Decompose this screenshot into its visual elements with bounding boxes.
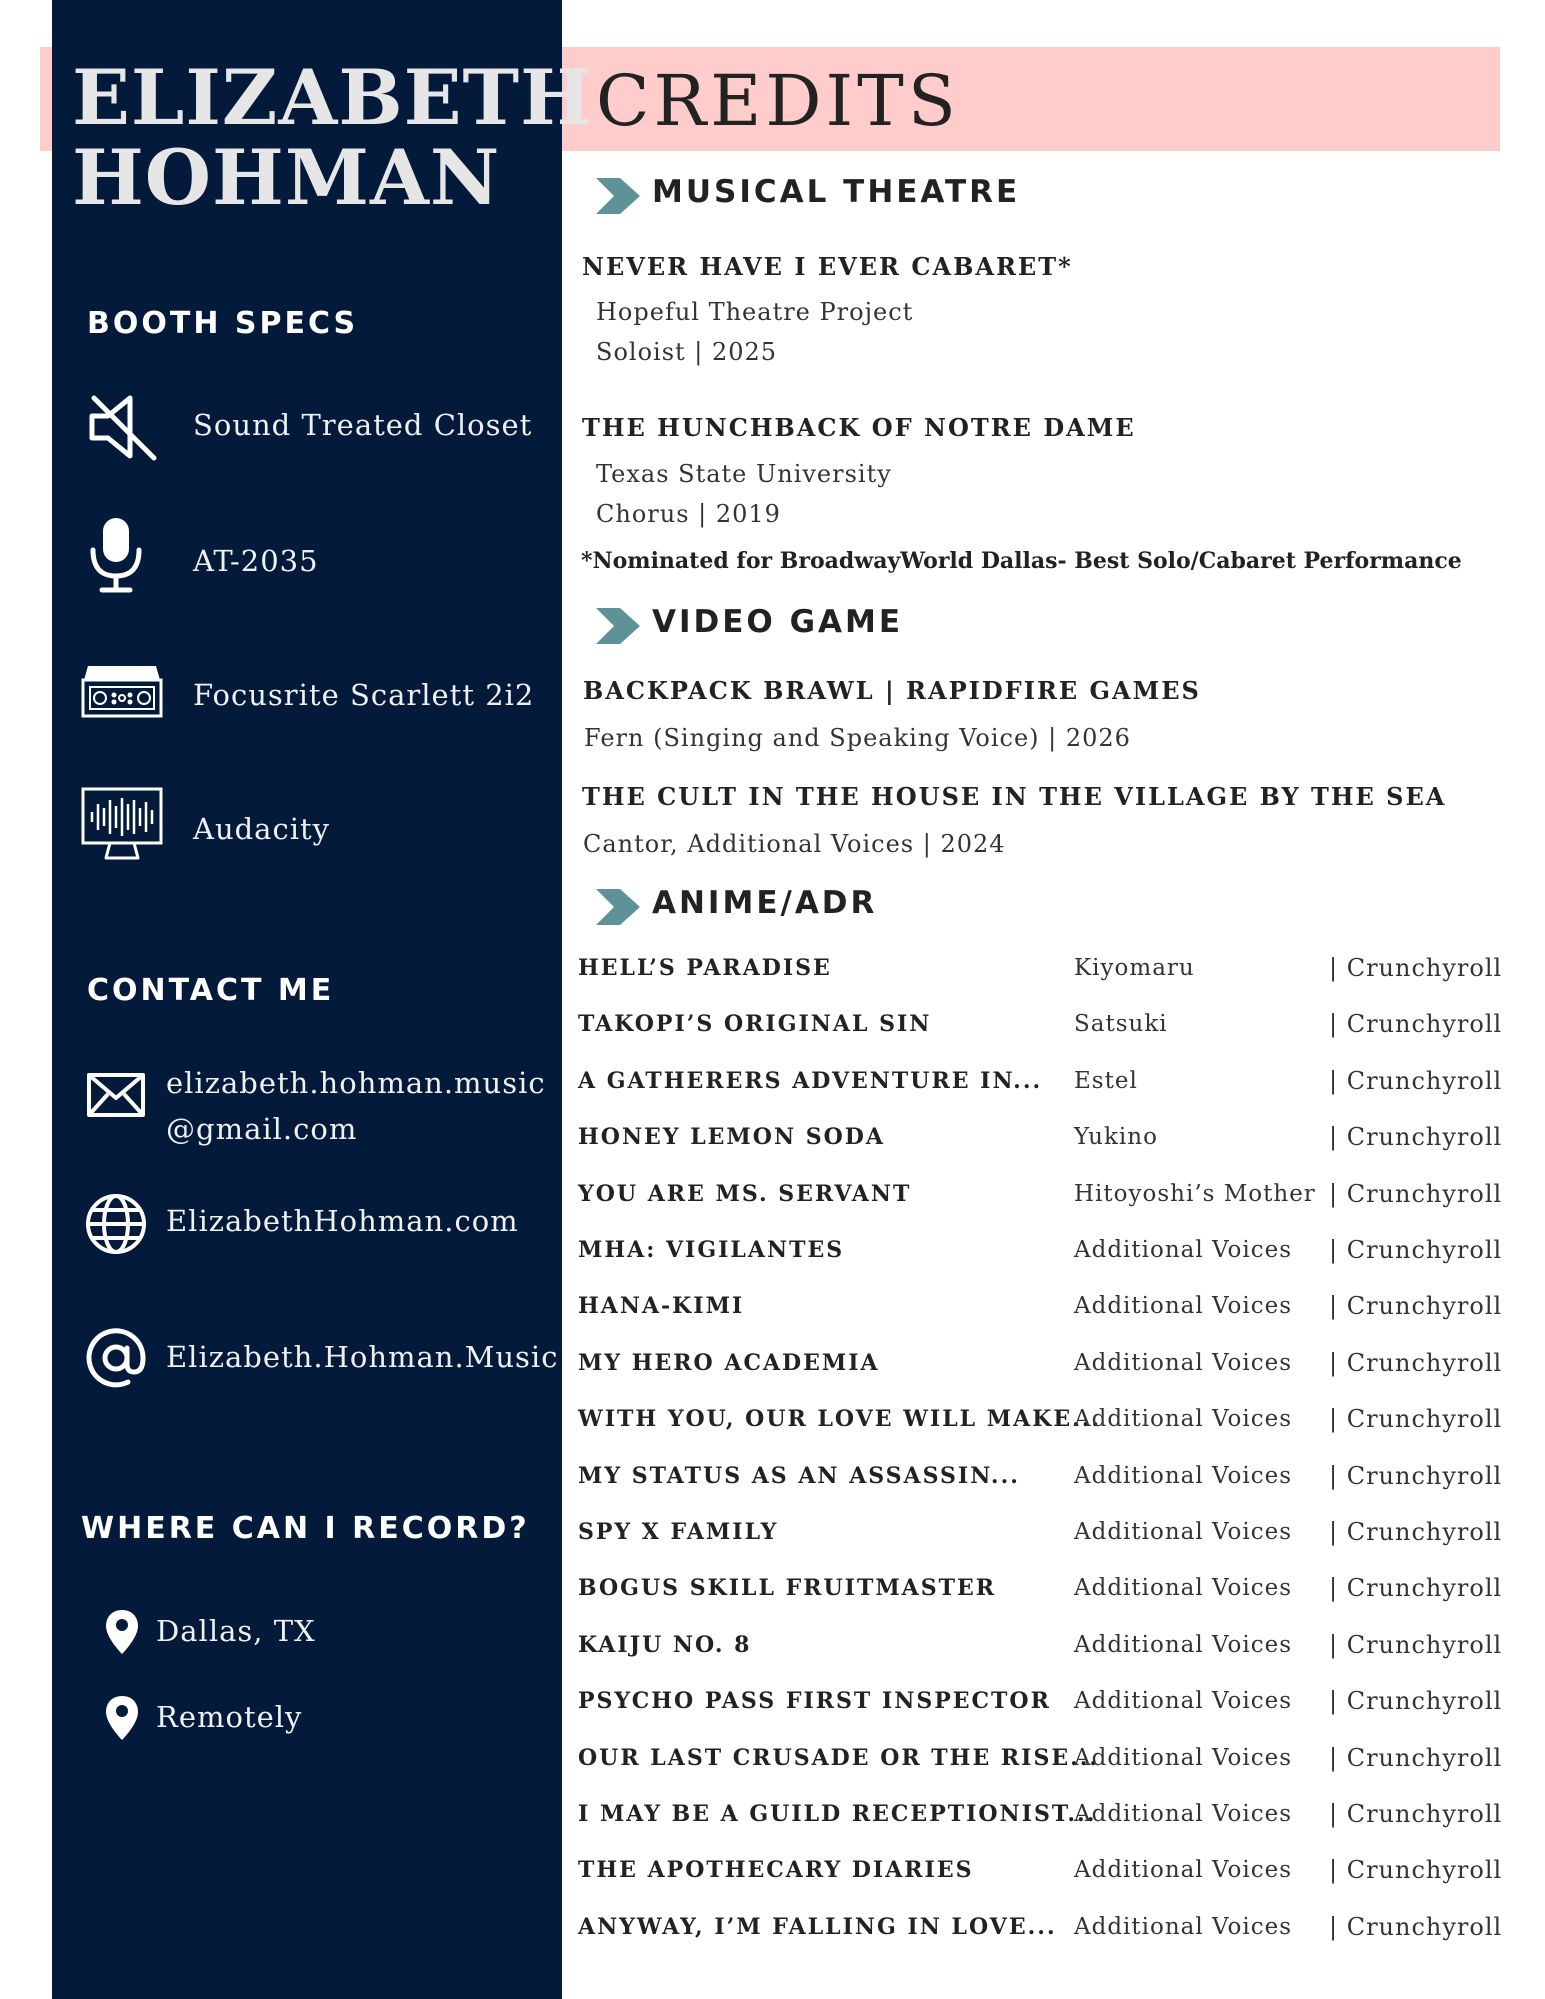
credit-row xyxy=(578,1230,1503,1270)
credit-row-title: OUR LAST CRUSADE OR THE RISE... xyxy=(578,1745,1100,1771)
credit-row-title: HELL’S PARADISE xyxy=(578,955,832,981)
credit-row xyxy=(578,1794,1503,1834)
header-band-left xyxy=(40,47,52,151)
credit-row xyxy=(578,1286,1503,1326)
credit-row-title: HANA-KIMI xyxy=(578,1293,745,1319)
contact-website[interactable]: ElizabethHohman.com xyxy=(166,1204,519,1238)
audio-interface-icon xyxy=(80,662,164,720)
credit-detail: Soloist | 2025 xyxy=(596,338,778,366)
credit-row xyxy=(578,1174,1503,1214)
credit-row-role: Additional Voices xyxy=(1074,1857,1293,1883)
anime-heading: ANIME/ADR xyxy=(652,885,878,921)
credit-row-title: TAKOPI’S ORIGINAL SIN xyxy=(578,1011,932,1037)
credit-row xyxy=(578,1625,1503,1665)
location-pin-icon xyxy=(104,1694,140,1742)
credit-row-role: Additional Voices xyxy=(1074,1463,1293,1489)
credit-row-title: BOGUS SKILL FRUITMASTER xyxy=(578,1575,997,1601)
credit-row-title: I MAY BE A GUILD RECEPTIONIST... xyxy=(578,1801,1097,1827)
credits-title: CREDITS xyxy=(596,60,960,142)
credit-detail: Cantor, Additional Voices | 2024 xyxy=(583,830,1006,858)
first-name: ELIZABETH xyxy=(72,53,593,142)
credit-row-role: Estel xyxy=(1074,1068,1138,1094)
credit-row-role: Additional Voices xyxy=(1074,1237,1293,1263)
credit-row xyxy=(578,1738,1503,1778)
credit-row-role: Kiyomaru xyxy=(1074,955,1195,981)
chevron-right-icon xyxy=(596,178,640,214)
credit-row-title: ANYWAY, I’M FALLING IN LOVE... xyxy=(578,1914,1057,1940)
at-sign-icon xyxy=(84,1326,148,1390)
credit-row-role: Additional Voices xyxy=(1074,1519,1293,1545)
credit-row-studio: | Crunchyroll xyxy=(1329,1010,1503,1038)
credit-row xyxy=(578,1907,1503,1947)
credit-row xyxy=(578,1343,1503,1383)
credit-row-studio: | Crunchyroll xyxy=(1329,1913,1503,1941)
video-game-heading: VIDEO GAME xyxy=(652,604,904,640)
credit-row-role: Satsuki xyxy=(1074,1011,1168,1037)
booth-spec-software: Audacity xyxy=(193,812,331,846)
credit-title: BACKPACK BRAWL | RAPIDFIRE GAMES xyxy=(583,676,1201,705)
credit-row-studio: | Crunchyroll xyxy=(1329,1856,1503,1884)
credit-row-role: Additional Voices xyxy=(1074,1575,1293,1601)
credit-row-role: Additional Voices xyxy=(1074,1914,1293,1940)
microphone-icon xyxy=(88,516,144,594)
credit-row-studio: | Crunchyroll xyxy=(1329,1574,1503,1602)
credit-row-studio: | Crunchyroll xyxy=(1329,1744,1503,1772)
globe-icon xyxy=(84,1192,148,1256)
record-heading: WHERE CAN I RECORD? xyxy=(81,1511,530,1546)
booth-spec-room: Sound Treated Closet xyxy=(193,408,533,442)
credit-row-studio: | Crunchyroll xyxy=(1329,1067,1503,1095)
credit-row-title: MY STATUS AS AN ASSASSIN... xyxy=(578,1463,1020,1489)
credit-title: THE HUNCHBACK OF NOTRE DAME xyxy=(582,413,1136,442)
credit-title: NEVER HAVE I EVER CABARET* xyxy=(582,252,1073,281)
credit-row-studio: | Crunchyroll xyxy=(1329,1800,1503,1828)
credit-row-role: Hitoyoshi’s Mother xyxy=(1074,1181,1316,1207)
record-location-dallas: Dallas, TX xyxy=(156,1614,316,1648)
location-pin-icon xyxy=(104,1608,140,1656)
chevron-right-icon xyxy=(596,608,640,644)
credit-row-role: Additional Voices xyxy=(1074,1350,1293,1376)
credit-row-studio: | Crunchyroll xyxy=(1329,1236,1503,1264)
credit-row-title: HONEY LEMON SODA xyxy=(578,1124,885,1150)
credit-row xyxy=(578,1456,1503,1496)
last-name: HOHMAN xyxy=(72,133,501,222)
credit-row xyxy=(578,1850,1503,1890)
credit-row-title: KAIJU NO. 8 xyxy=(578,1632,752,1658)
credit-row xyxy=(578,1512,1503,1552)
credit-row-studio: | Crunchyroll xyxy=(1329,1462,1503,1490)
credit-row-title: A GATHERERS ADVENTURE IN... xyxy=(578,1068,1043,1094)
booth-spec-microphone: AT-2035 xyxy=(193,544,319,578)
credit-row xyxy=(578,1117,1503,1157)
credit-row-studio: | Crunchyroll xyxy=(1329,1180,1503,1208)
contact-heading: CONTACT ME xyxy=(87,973,335,1008)
credit-row-role: Additional Voices xyxy=(1074,1745,1293,1771)
contact-email-line2[interactable]: @gmail.com xyxy=(166,1112,358,1146)
person-name xyxy=(72,53,593,222)
credit-row-title: MHA: VIGILANTES xyxy=(578,1237,845,1263)
musical-theatre-heading: MUSICAL THEATRE xyxy=(652,174,1021,210)
envelope-icon xyxy=(86,1072,146,1118)
credit-row-title: WITH YOU, OUR LOVE WILL MAKE... xyxy=(578,1406,1102,1432)
contact-email-line1[interactable]: elizabeth.hohman.music xyxy=(166,1066,546,1100)
monitor-waveform-icon xyxy=(80,786,164,862)
credit-row xyxy=(578,1061,1503,1101)
credit-row-studio: | Crunchyroll xyxy=(1329,1292,1503,1320)
credit-detail: Chorus | 2019 xyxy=(596,500,781,528)
credit-row-title: YOU ARE MS. SERVANT xyxy=(578,1181,912,1207)
credit-row-role: Additional Voices xyxy=(1074,1688,1293,1714)
credit-row xyxy=(578,1568,1503,1608)
speaker-muted-icon xyxy=(86,392,158,462)
credit-row-studio: | Crunchyroll xyxy=(1329,954,1503,982)
credit-row xyxy=(578,948,1503,988)
credit-row-title: MY HERO ACADEMIA xyxy=(578,1350,880,1376)
credit-row-role: Yukino xyxy=(1074,1124,1158,1150)
credit-row-studio: | Crunchyroll xyxy=(1329,1349,1503,1377)
credit-row-role: Additional Voices xyxy=(1074,1801,1293,1827)
credit-row-role: Additional Voices xyxy=(1074,1406,1293,1432)
credit-row-studio: | Crunchyroll xyxy=(1329,1631,1503,1659)
nomination-note: *Nominated for BroadwayWorld Dallas- Best Solo/Cabaret Performance xyxy=(581,548,1462,574)
credit-organization: Hopeful Theatre Project xyxy=(596,298,914,326)
credit-row xyxy=(578,1399,1503,1439)
contact-social[interactable]: Elizabeth.Hohman.Music xyxy=(166,1340,559,1374)
booth-specs-heading: BOOTH SPECS xyxy=(87,306,359,341)
credit-row-studio: | Crunchyroll xyxy=(1329,1405,1503,1433)
credit-row-studio: | Crunchyroll xyxy=(1329,1123,1503,1151)
credit-row-role: Additional Voices xyxy=(1074,1632,1293,1658)
credit-row xyxy=(578,1681,1503,1721)
credit-organization: Texas State University xyxy=(596,460,892,488)
credit-detail: Fern (Singing and Speaking Voice) | 2026 xyxy=(584,724,1131,752)
chevron-right-icon xyxy=(596,889,640,925)
credit-row-title: PSYCHO PASS FIRST INSPECTOR xyxy=(578,1688,1051,1714)
credit-row xyxy=(578,1004,1503,1044)
credit-row-studio: | Crunchyroll xyxy=(1329,1518,1503,1546)
credit-title: THE CULT IN THE HOUSE IN THE VILLAGE BY THE SEA xyxy=(582,782,1447,811)
credit-row-role: Additional Voices xyxy=(1074,1293,1293,1319)
record-location-remote: Remotely xyxy=(156,1700,303,1734)
credit-row-title: THE APOTHECARY DIARIES xyxy=(578,1857,974,1883)
credit-row-studio: | Crunchyroll xyxy=(1329,1687,1503,1715)
credit-row-title: SPY X FAMILY xyxy=(578,1519,779,1545)
booth-spec-interface: Focusrite Scarlett 2i2 xyxy=(193,678,535,712)
